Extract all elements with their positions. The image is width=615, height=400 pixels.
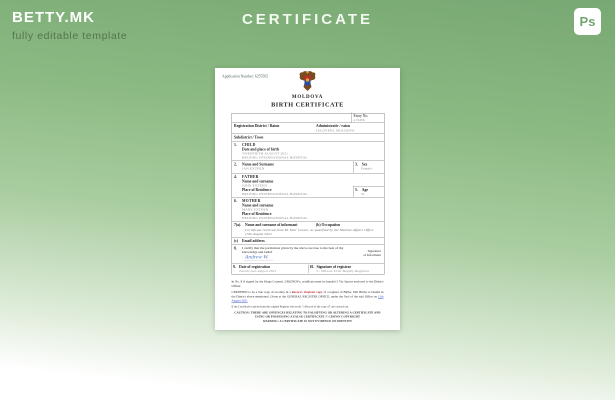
declaration-row (232, 245, 384, 264)
caution-text: CAUTION: THERE ARE OFFENCES RELATING TO FALSIFYING OR ALTERING A CERTIFICATE AND USING OR POSSESSING A FALSE CERTIFICATE © CROWN COPYRIGHT (234, 311, 381, 319)
email-label: Email address (242, 238, 265, 243)
certified-part1: CERTIFIED to be a true copy of an entry in a (231, 290, 292, 294)
child-dob-label: Date and place of birth (242, 147, 279, 152)
registrar-value: C. Wilson, Civil Deputy Registrar (316, 269, 370, 273)
registration-date-row (232, 263, 384, 274)
certified-date-link: 12th August 2021 (231, 294, 384, 303)
child-section-label: CHILD (242, 142, 256, 147)
subdistrict-row (232, 134, 384, 142)
child-place-value: HELPING INTERNATIONAL HOSPITAL (242, 155, 308, 160)
informant-label: Name and surname of informant (245, 222, 298, 227)
mother-row (232, 197, 384, 221)
informant-value-line1: Certificate received from M. Your Centre, as qualified by the Marital Affairs Office (245, 228, 374, 232)
subdistrict-label: Subdistrict / Town (234, 135, 264, 140)
certificate-footer (232, 280, 384, 324)
date-label: Date of registration (239, 264, 271, 269)
warning-text: WARNING: A CERTIFICATE IS NOT EVIDENCE OF IDENTITY (262, 319, 353, 323)
registrar-number: 10. (309, 264, 315, 269)
footer-certified-paragraph (232, 291, 384, 304)
age-cell (353, 186, 384, 197)
informant-row (232, 221, 384, 237)
sex-label: Sex (361, 162, 368, 167)
certificate-preview (215, 68, 400, 330)
administrative-label: Administrativ / raion (316, 123, 350, 128)
moldova-coat-of-arms-icon (299, 70, 317, 93)
entry-label: Entry No. (353, 113, 369, 118)
father-residence-value: HELPING INTERNATIONAL HOSPITAL (242, 192, 308, 196)
date-number: 9. (233, 264, 236, 269)
mother-name-value: MARY EXTEEN (242, 207, 269, 212)
father-residence-label: Place of Residence (242, 187, 272, 192)
date-value: Twenty-two august 2021 (239, 269, 277, 273)
sex-value: Female (361, 166, 373, 171)
certificate-form-table (232, 113, 385, 275)
date-of-registration-cell (232, 265, 308, 274)
child-dob-value: TWENTIETH AUGUST 2021 (242, 151, 289, 156)
father-name-value: JOHN EXTEEN (242, 183, 268, 188)
father-name-label: Name and surname (242, 179, 274, 184)
name-value: JAN EXTEEN (242, 166, 265, 171)
age-value: 31 (361, 192, 365, 196)
child-number: 1. (234, 142, 237, 147)
informant-signature: Andrew W. (244, 254, 273, 261)
mother-number: 6. (234, 198, 237, 203)
signature-label-line1: Signature (367, 249, 381, 253)
mother-residence-value: HELPING INTERNATIONAL HOSPITAL (242, 216, 308, 220)
signature-of-registrar-cell (308, 265, 384, 274)
informant-number: 7(a). (234, 222, 242, 227)
certified-red-text: Record / Register copy (291, 290, 323, 294)
brand-logo: BETTY.MK (12, 9, 95, 26)
photoshop-icon-label: Ps (579, 14, 596, 29)
footer-note2: If the Certificate is given from the original Register, the words "a Record of the copy of" are crossed out. (231, 305, 349, 309)
signature-label-line2: of Informant (363, 253, 381, 257)
father-number: 4. (234, 174, 237, 179)
name-label: Name and Surname (242, 162, 274, 167)
registration-district-row (232, 122, 384, 134)
mother-section-label: MOTHER (242, 198, 261, 203)
brand-tagline: fully editable template (12, 30, 128, 42)
age-label: Age (361, 187, 368, 192)
occupation-label: (b) Occupation (316, 222, 341, 227)
administrative-cell (316, 124, 354, 133)
page-title: CERTIFICATE (241, 11, 374, 28)
country-name: MOLDOVA (291, 94, 324, 100)
certificate-page (215, 68, 400, 330)
father-section-label: FATHER (242, 174, 259, 179)
application-number: Application Number: 6255565 (222, 74, 269, 79)
email-number: (c) (234, 238, 239, 243)
registration-district-label: Registration District / Raion (234, 123, 280, 128)
sex-number: 3. (355, 162, 358, 167)
mother-residence-label: Place of Residence (242, 211, 272, 216)
entry-value: e13456 (353, 118, 365, 122)
age-number: 5. (355, 187, 358, 192)
father-row (232, 173, 384, 197)
declaration-number: 8. (234, 246, 237, 251)
name-number: 2. (234, 162, 237, 167)
informant-value-line2: 13th August 2021 (245, 232, 273, 236)
certified-part2: of a register of Births, Still Births or Deaths in the District above mentioned. Given at the GENERAL REGISTER OFFICE, under the Seal of the said Office on (231, 290, 384, 299)
child-row (232, 141, 384, 161)
administrative-value: IALOVENI, MOLDOVA (316, 128, 355, 133)
sex-cell (353, 161, 384, 173)
registrar-label: Signature of registrar (316, 264, 352, 269)
mother-name-label: Name and surname (242, 203, 274, 208)
photoshop-icon (574, 8, 601, 35)
document-title: BIRTH CERTIFICATE (271, 101, 344, 108)
name-sex-row (232, 161, 384, 174)
email-row (232, 237, 384, 245)
signature-of-informant-label (363, 249, 381, 257)
footer-note1: In No. 8 if signed by the Kings Counsel, GRO/NOVs, certificate must be handed 5 Via Spaces enclosed to the District Officer. (231, 280, 384, 288)
declaration-text: I certify that the particulars given by me above are true to the best of my knowledge and belief (242, 246, 344, 254)
